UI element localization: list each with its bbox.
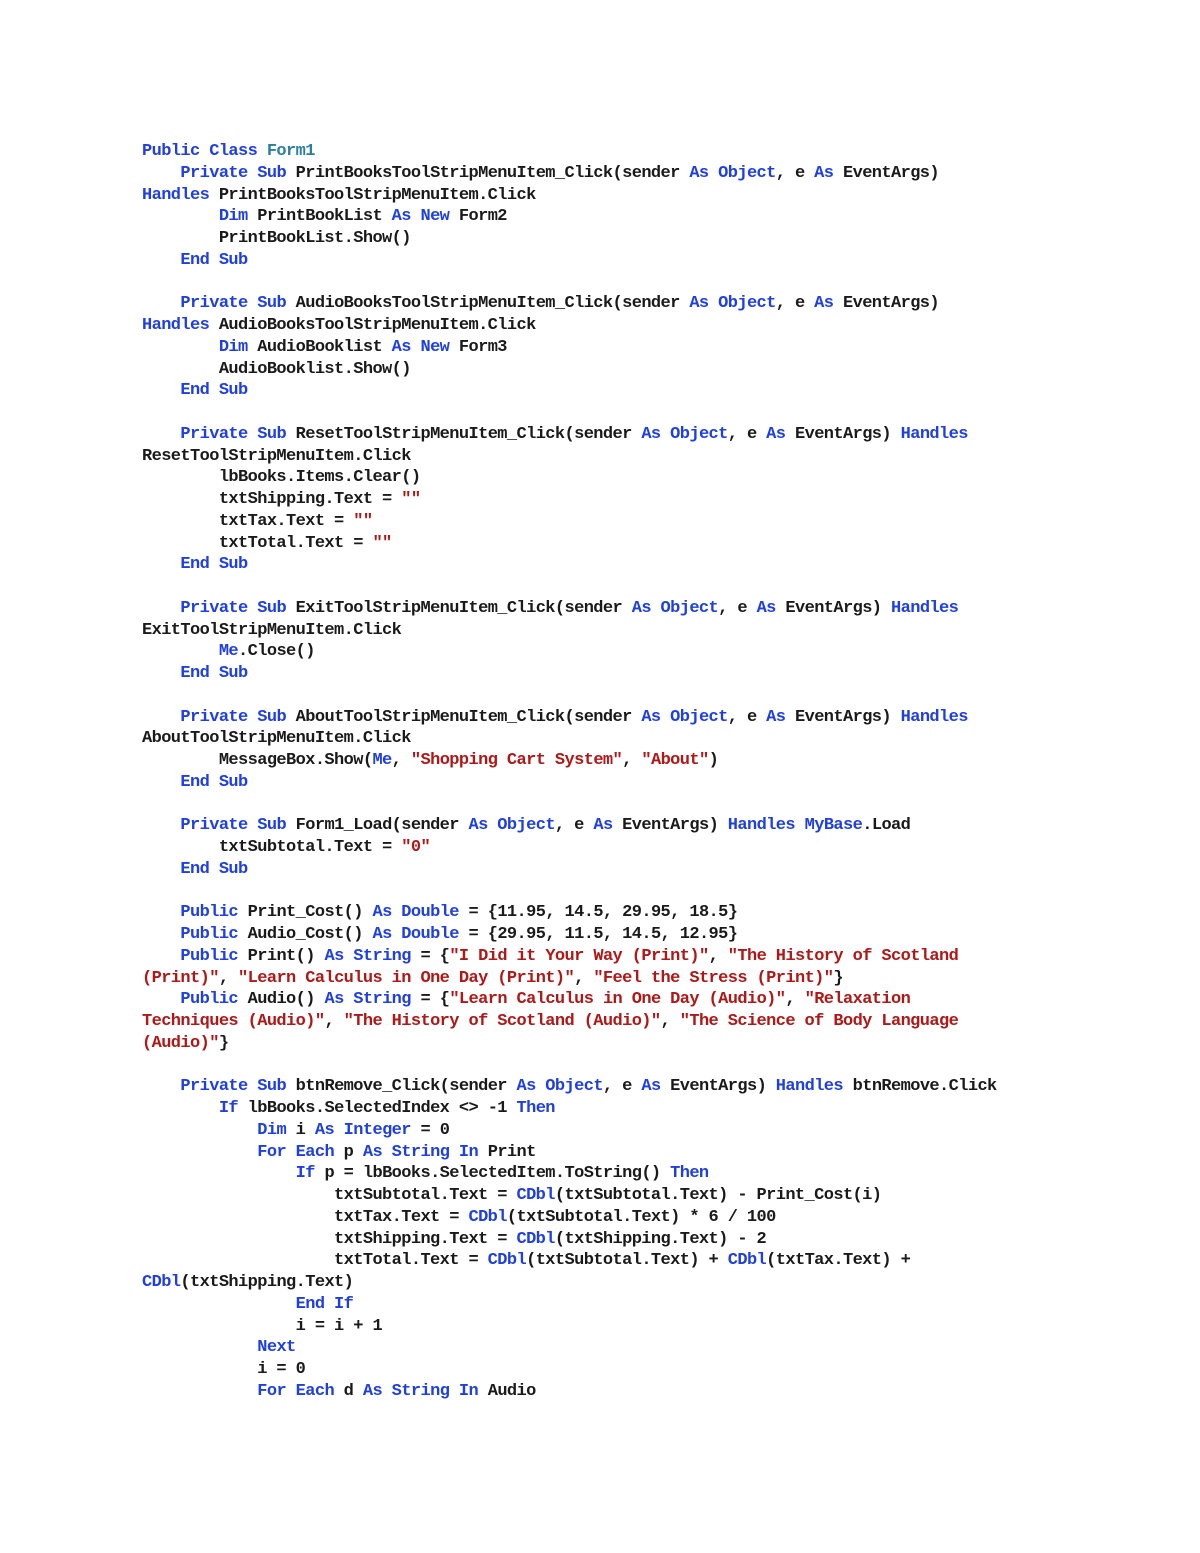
code-text: p = lbBooks.SelectedItem.ToString() xyxy=(314,1164,671,1184)
code-text: PrintBooksToolStripMenuItem_Click(sender xyxy=(295,163,690,183)
code-text: i = i + 1 xyxy=(142,1316,383,1336)
code-text xyxy=(142,207,219,226)
code-text: (txtSubtotal.Text) * 6 / 100 xyxy=(506,1207,776,1227)
keyword-token: As String In xyxy=(362,1381,479,1401)
code-text: txtTax.Text = xyxy=(142,1207,469,1227)
code-text: EventArgs) xyxy=(612,816,728,836)
keyword-token: As xyxy=(766,424,786,444)
code-line xyxy=(142,1250,1142,1272)
code-text: , e xyxy=(602,1077,642,1097)
code-line xyxy=(142,663,1142,685)
code-text: EventArgs) xyxy=(660,1077,776,1097)
code-text: i xyxy=(286,1120,315,1140)
code-line xyxy=(142,1120,1142,1142)
code-text: ExitToolStripMenuItem.Click xyxy=(142,620,402,640)
keyword-token: CDbl xyxy=(142,1273,181,1292)
code-text: , xyxy=(708,946,728,966)
code-line xyxy=(142,315,1142,337)
code-text: , xyxy=(574,968,594,988)
code-text: AboutToolStripMenuItem_Click(sender xyxy=(295,707,642,727)
code-line xyxy=(142,815,1142,837)
keyword-token: If xyxy=(295,1164,315,1184)
code-text: = { xyxy=(410,946,450,966)
keyword-token: As New xyxy=(391,207,450,227)
string-literal: "" xyxy=(372,533,392,553)
keyword-token: For Each xyxy=(257,1381,335,1401)
code-text: .Load xyxy=(862,816,911,836)
code-line xyxy=(142,141,1142,163)
keyword-token: End Sub xyxy=(180,859,248,879)
code-text xyxy=(142,816,180,835)
code-text: p xyxy=(334,1142,363,1162)
code-line xyxy=(142,1033,1142,1055)
code-text: AudioBooksToolStripMenuItem.Click xyxy=(209,316,536,335)
code-text: ) xyxy=(708,751,719,770)
keyword-token: Private Sub xyxy=(180,1077,296,1097)
keyword-token: CDbl xyxy=(468,1207,507,1227)
code-text xyxy=(142,164,180,183)
code-line xyxy=(142,576,1142,598)
code-text: EventArgs) xyxy=(775,598,892,618)
string-literal: "Shopping Cart System" xyxy=(410,751,623,770)
code-listing xyxy=(142,141,1142,1403)
code-text: EventArgs) xyxy=(785,424,901,444)
string-literal: "Learn Calculus in One Day (Audio)" xyxy=(449,990,786,1010)
code-text: = 0 xyxy=(410,1120,450,1140)
code-text: .Close() xyxy=(238,642,315,662)
code-line xyxy=(142,206,1142,228)
keyword-token: If xyxy=(218,1099,239,1118)
code-line xyxy=(142,359,1142,381)
code-line xyxy=(142,598,1142,620)
code-line xyxy=(142,1359,1142,1381)
keyword-token: Public Class xyxy=(142,142,267,161)
code-text: , e xyxy=(554,816,594,836)
keyword-token: Public xyxy=(180,903,239,923)
string-literal: "The History of Scotland xyxy=(727,946,959,966)
code-line xyxy=(142,402,1142,424)
code-text xyxy=(142,1099,219,1118)
keyword-token: Handles xyxy=(900,707,968,727)
code-text: (txtTax.Text) + xyxy=(766,1251,911,1271)
keyword-token: CDbl xyxy=(487,1251,527,1271)
keyword-token: End Sub xyxy=(180,555,248,575)
keyword-token: As Object xyxy=(631,598,719,618)
string-literal: (Audio)" xyxy=(142,1033,219,1053)
code-text xyxy=(142,642,219,661)
code-line xyxy=(142,163,1142,185)
code-text xyxy=(142,773,180,792)
keyword-token: Then xyxy=(516,1099,555,1118)
code-line xyxy=(142,272,1142,294)
string-literal: "Relaxation xyxy=(804,990,911,1010)
keyword-token: Private Sub xyxy=(180,294,296,314)
code-text xyxy=(142,381,180,400)
code-text: AudioBooklist.Show() xyxy=(142,359,411,379)
code-line xyxy=(142,924,1142,946)
keyword-token: Handles xyxy=(891,598,959,618)
keyword-token: As Object xyxy=(516,1077,603,1097)
code-text: EventArgs) xyxy=(785,707,901,727)
code-line xyxy=(142,1294,1142,1316)
code-line xyxy=(142,794,1142,816)
keyword-token: CDbl xyxy=(727,1251,767,1271)
code-text xyxy=(142,338,219,357)
keyword-token: Private Sub xyxy=(180,424,296,444)
code-text xyxy=(142,860,180,879)
keyword-token: As xyxy=(593,816,613,836)
code-line xyxy=(142,1076,1142,1098)
keyword-token: As Object xyxy=(689,163,776,183)
keyword-token: As xyxy=(641,1077,661,1097)
keyword-token: As xyxy=(756,598,776,618)
keyword-token: As Object xyxy=(468,816,555,836)
code-text: ResetToolStripMenuItem.Click xyxy=(142,446,411,466)
code-text xyxy=(142,1143,257,1162)
code-line xyxy=(142,859,1142,881)
code-text: , e xyxy=(775,294,815,314)
code-line xyxy=(142,881,1142,903)
code-line xyxy=(142,728,1142,750)
code-text: txtSubtotal.Text = xyxy=(142,838,402,857)
code-line xyxy=(142,1272,1142,1294)
code-text: txtTotal.Text = xyxy=(142,1251,488,1271)
code-text xyxy=(142,1121,257,1140)
keyword-token: End Sub xyxy=(180,250,248,270)
code-line xyxy=(142,837,1142,859)
code-line xyxy=(142,511,1142,533)
code-line xyxy=(142,620,1142,642)
code-text: PrintBooksToolStripMenuItem.Click xyxy=(209,185,536,205)
code-text: Print() xyxy=(238,946,325,966)
string-literal: "The History of Scotland (Audio)" xyxy=(343,1012,661,1031)
code-line xyxy=(142,1098,1142,1120)
code-text: Form3 xyxy=(449,337,507,357)
code-line xyxy=(142,424,1142,446)
code-line xyxy=(142,228,1142,250)
code-text: Form2 xyxy=(449,207,507,227)
string-literal: "The Science of Body Language xyxy=(679,1012,959,1031)
code-text xyxy=(142,1338,257,1357)
keyword-token: End If xyxy=(295,1294,354,1314)
keyword-token: CDbl xyxy=(516,1186,555,1205)
keyword-token: Public xyxy=(180,990,239,1010)
code-line xyxy=(142,1011,1142,1033)
keyword-token: As xyxy=(766,707,786,727)
code-text: = { xyxy=(410,990,450,1010)
code-line xyxy=(142,533,1142,555)
code-text xyxy=(142,947,180,966)
keyword-token: Handles xyxy=(142,185,210,205)
keyword-token: Dim xyxy=(218,207,248,227)
keyword-token: Private Sub xyxy=(180,816,296,836)
keyword-token: End Sub xyxy=(180,664,248,683)
keyword-token: Private Sub xyxy=(180,707,296,727)
keyword-token: As String In xyxy=(362,1142,479,1162)
code-line xyxy=(142,968,1142,990)
string-literal: "Learn Calculus in One Day (Print)" xyxy=(238,968,575,988)
code-text: txtShipping.Text = xyxy=(142,1229,517,1249)
code-text xyxy=(142,990,180,1009)
code-line xyxy=(142,902,1142,924)
code-text: Print_Cost() xyxy=(238,903,373,923)
code-text: Audio_Cost() xyxy=(238,925,373,944)
code-line xyxy=(142,750,1142,772)
code-text xyxy=(142,1295,296,1314)
code-line xyxy=(142,946,1142,968)
code-text: d xyxy=(334,1381,363,1401)
code-text: Print xyxy=(478,1142,536,1162)
keyword-token: As xyxy=(814,294,834,314)
string-literal: "" xyxy=(353,511,373,531)
keyword-token: As Object xyxy=(641,424,728,444)
code-line xyxy=(142,1185,1142,1207)
string-literal: "" xyxy=(401,490,421,509)
code-text: , xyxy=(391,751,411,770)
type-name: Form1 xyxy=(266,142,315,161)
code-line xyxy=(142,1163,1142,1185)
code-text xyxy=(142,555,180,574)
code-line xyxy=(142,554,1142,576)
code-line xyxy=(142,772,1142,794)
code-text: i = 0 xyxy=(142,1360,306,1379)
code-text: EventArgs) xyxy=(833,294,940,314)
keyword-token: For Each xyxy=(257,1142,335,1162)
code-text: EventArgs) xyxy=(833,163,940,183)
code-text: , e xyxy=(727,707,767,727)
keyword-token: Handles xyxy=(900,424,968,444)
code-text: ExitToolStripMenuItem_Click(sender xyxy=(295,598,632,618)
keyword-token: As Object xyxy=(641,707,728,727)
code-text xyxy=(142,1164,296,1183)
code-text xyxy=(142,708,180,727)
code-text: (txtSubtotal.Text) - Print_Cost(i) xyxy=(554,1186,882,1205)
code-line xyxy=(142,1207,1142,1229)
keyword-token: As Double xyxy=(372,925,459,944)
keyword-token: As Object xyxy=(689,294,776,314)
code-text: btnRemove.Click xyxy=(843,1077,997,1097)
code-text: PrintBookList.Show() xyxy=(142,229,411,248)
code-text: , xyxy=(785,990,805,1010)
code-text xyxy=(142,1382,257,1401)
string-literal: "0" xyxy=(401,838,431,857)
keyword-token: As String xyxy=(324,946,411,966)
code-text: } xyxy=(833,968,843,988)
code-text: (txtShipping.Text) xyxy=(180,1273,354,1292)
code-line xyxy=(142,1316,1142,1338)
code-line xyxy=(142,337,1142,359)
code-text: } xyxy=(218,1033,229,1053)
code-text: (txtShipping.Text) - 2 xyxy=(554,1229,767,1249)
code-text: txtSubtotal.Text = xyxy=(142,1186,517,1205)
code-text xyxy=(142,425,180,444)
code-text xyxy=(142,1077,180,1096)
code-text: btnRemove_Click(sender xyxy=(295,1077,517,1097)
code-line xyxy=(142,446,1142,468)
code-text: txtTotal.Text = xyxy=(142,533,373,553)
keyword-token: Next xyxy=(257,1338,296,1358)
code-line xyxy=(142,1381,1142,1403)
keyword-token: As String xyxy=(324,990,411,1010)
code-text: lbBooks.SelectedIndex <> -1 xyxy=(238,1099,517,1118)
string-literal: Techniques (Audio)" xyxy=(142,1012,325,1031)
code-line xyxy=(142,707,1142,729)
code-text: txtShipping.Text = xyxy=(142,490,402,509)
keyword-token: Me xyxy=(218,642,239,662)
code-line xyxy=(142,489,1142,511)
code-text: ResetToolStripMenuItem_Click(sender xyxy=(295,424,642,444)
code-text: AudioBooksToolStripMenuItem_Click(sender xyxy=(295,294,690,314)
keyword-token: Private Sub xyxy=(180,598,296,618)
code-text: lbBooks.Items.Clear() xyxy=(142,468,421,488)
code-text: , e xyxy=(718,598,757,618)
keyword-token: As New xyxy=(391,337,450,357)
code-text xyxy=(142,925,180,944)
code-text: Audio xyxy=(478,1381,536,1401)
code-text: , xyxy=(218,968,239,988)
code-line xyxy=(142,1142,1142,1164)
code-text xyxy=(142,903,180,922)
string-literal: "About" xyxy=(641,751,709,770)
keyword-token: Me xyxy=(372,751,392,770)
code-text: = {29.95, 11.5, 14.5, 12.95} xyxy=(458,925,738,944)
keyword-token: Handles xyxy=(142,316,210,335)
code-line xyxy=(142,1055,1142,1077)
code-text: , e xyxy=(727,424,767,444)
code-text: Audio() xyxy=(238,990,325,1010)
code-text: Form1_Load(sender xyxy=(295,816,469,836)
code-text: , xyxy=(622,751,642,770)
keyword-token: Public xyxy=(180,946,239,966)
keyword-token: As Integer xyxy=(314,1120,411,1140)
keyword-token: Handles MyBase xyxy=(727,816,863,836)
keyword-token: As Double xyxy=(372,903,459,923)
code-text: AboutToolStripMenuItem.Click xyxy=(142,729,411,749)
code-line xyxy=(142,293,1142,315)
code-text xyxy=(142,294,180,313)
code-line xyxy=(142,685,1142,707)
code-text xyxy=(142,251,180,270)
code-line xyxy=(142,1337,1142,1359)
code-line xyxy=(142,641,1142,663)
code-text: (txtSubtotal.Text) + xyxy=(526,1251,728,1271)
code-line xyxy=(142,1229,1142,1251)
keyword-token: Dim xyxy=(257,1120,287,1140)
code-line xyxy=(142,467,1142,489)
string-literal: "Feel the Stress (Print)" xyxy=(593,968,834,988)
code-line xyxy=(142,185,1142,207)
keyword-token: Dim xyxy=(218,337,248,357)
code-text: MessageBox.Show( xyxy=(142,751,373,770)
code-text: , xyxy=(324,1012,344,1031)
code-text: txtTax.Text = xyxy=(142,511,354,531)
code-line xyxy=(142,989,1142,1011)
code-text xyxy=(142,664,180,683)
keyword-token: End Sub xyxy=(180,772,248,792)
string-literal: "I Did it Your Way (Print)" xyxy=(449,946,709,966)
code-text xyxy=(142,599,180,618)
string-literal: (Print)" xyxy=(142,968,219,988)
keyword-token: Private Sub xyxy=(180,163,296,183)
code-text: PrintBookList xyxy=(247,207,392,227)
code-line xyxy=(142,380,1142,402)
keyword-token: Then xyxy=(670,1164,709,1184)
code-text: , xyxy=(660,1012,680,1031)
code-text: = {11.95, 14.5, 29.95, 18.5} xyxy=(458,903,738,923)
keyword-token: End Sub xyxy=(180,381,248,401)
keyword-token: Public xyxy=(180,925,239,944)
code-line xyxy=(142,250,1142,272)
keyword-token: Handles xyxy=(775,1077,844,1097)
code-text: AudioBooklist xyxy=(247,337,392,357)
code-text: , e xyxy=(775,163,815,183)
keyword-token: As xyxy=(814,163,834,183)
keyword-token: CDbl xyxy=(516,1229,555,1249)
